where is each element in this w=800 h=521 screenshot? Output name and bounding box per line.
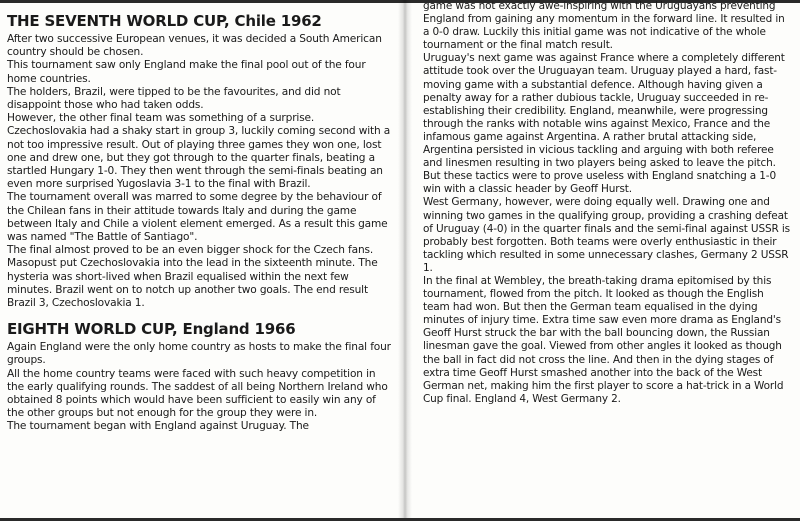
right-page [405, 0, 800, 521]
paragraph: After two successive European venues, it was decided a South American country should be chosen. [7, 33, 382, 59]
paragraph: The tournament overall was marred to some degree by the behaviour of the Chilean fans in their attitude towards Italy and during the game between Italy and Chile a violent element emerged. As a result this game was named "The Battle of Santiago". [7, 191, 388, 244]
paragraph: The tournament began with England against Uruguay. The [7, 420, 309, 433]
paragraph: However, the other final team was something of a surprise. Czechoslovakia had a shaky start in group 3, luckily coming second with a not too impressive result. Out of playing three games they won one, lost one and drew one, but they got through to the quarter finals, beating a startled Hungary 1-0. They then went through the semi-finals beating an even more surprised Yugoslavia 3-1 to the final with Brazil. [7, 112, 391, 191]
section-title-1962: THE SEVENTH WORLD CUP, Chile 1962 [7, 12, 322, 30]
paragraph: The final almost proved to be an even bigger shock for the Czech fans. Masopust put Czechoslovakia into the lead in the sixteenth minute. The hysteria was short-lived when Brazil equalised within the next few minutes. Brazil went on to notch up another two goals. The end result Brazil 3, Czechoslovakia 1. [7, 244, 378, 310]
paragraph: game was not exactly awe-inspiring with the Uruguayans preventing England from gaining any momentum in the forward line. It resulted in a 0-0 draw. Luckily this initial game was not indicative of the whole tournament or the final match result. [423, 0, 785, 52]
paragraph: The holders, Brazil, were tipped to be the favourites, and did not disappoint those who had taken odds. [7, 85, 341, 112]
section-title-1966: EIGHTH WORLD CUP, England 1966 [7, 320, 296, 339]
paragraph: Uruguay's next game was against France where a completely different attitude took over the Uruguayan team. Uruguay played a hard, fast-moving game with a substantial defence. Although having given a penalty away for a rather dubious tackle, Uruguay succeeded in re-establishing their credibility. England, meanwhile, were progressing through the ranks with notable wins against Mexico, France and the infamous game against Argentina. A rather brutal attacking side, Argentina persisted in vicious tackling and arguing with both referee and linesmen resulting in two players being asked to leave the pitch. But these tactics were to prove useless with England snatching a 1-0 win with a classic header by Geoff Hurst. [423, 52, 785, 196]
paragraph: All the home country teams were faced with such heavy competition in the early qualifying rounds. The saddest of all being Northern Ireland who obtained 8 points which would have been sufficient to easily win any of the other groups but not enough for the group they were in. [7, 367, 388, 420]
paragraph: Again England were the only home country as hosts to make the final four groups. [7, 341, 391, 367]
paragraph: In the final at Wembley, the breath-taking drama epitomised by this tournament, flowed from the pitch. It looked as though the English team had won. But then the German team equalised in the dying minutes of injury time. Extra time saw even more drama as England's Geoff Hurst struck the bar with the ball bouncing down, the Russian linesman gave the goal. Viewed from other angles it looked as though the ball in fact did not cross the line. And then in the dying stages of extra time Geoff Hurst smashed another into the back of the West German net, making him the first player to score a hat-trick in a World Cup final. England 4, West Germany 2. [423, 274, 784, 405]
paragraph: This tournament saw only England make the final pool out of the four home countries. [7, 59, 366, 85]
paragraph: West Germany, however, were doing equally well. Drawing one and winning two games in the qualifying group, providing a crashing defeat of Uruguay (4-0) in the quarter finals and the semi-final against USSR is probably best forgotten. Both teams were overly enthusiastic in their tackling which resulted in some unnecessary clashes, Germany 2 USSR 1. [423, 196, 790, 274]
